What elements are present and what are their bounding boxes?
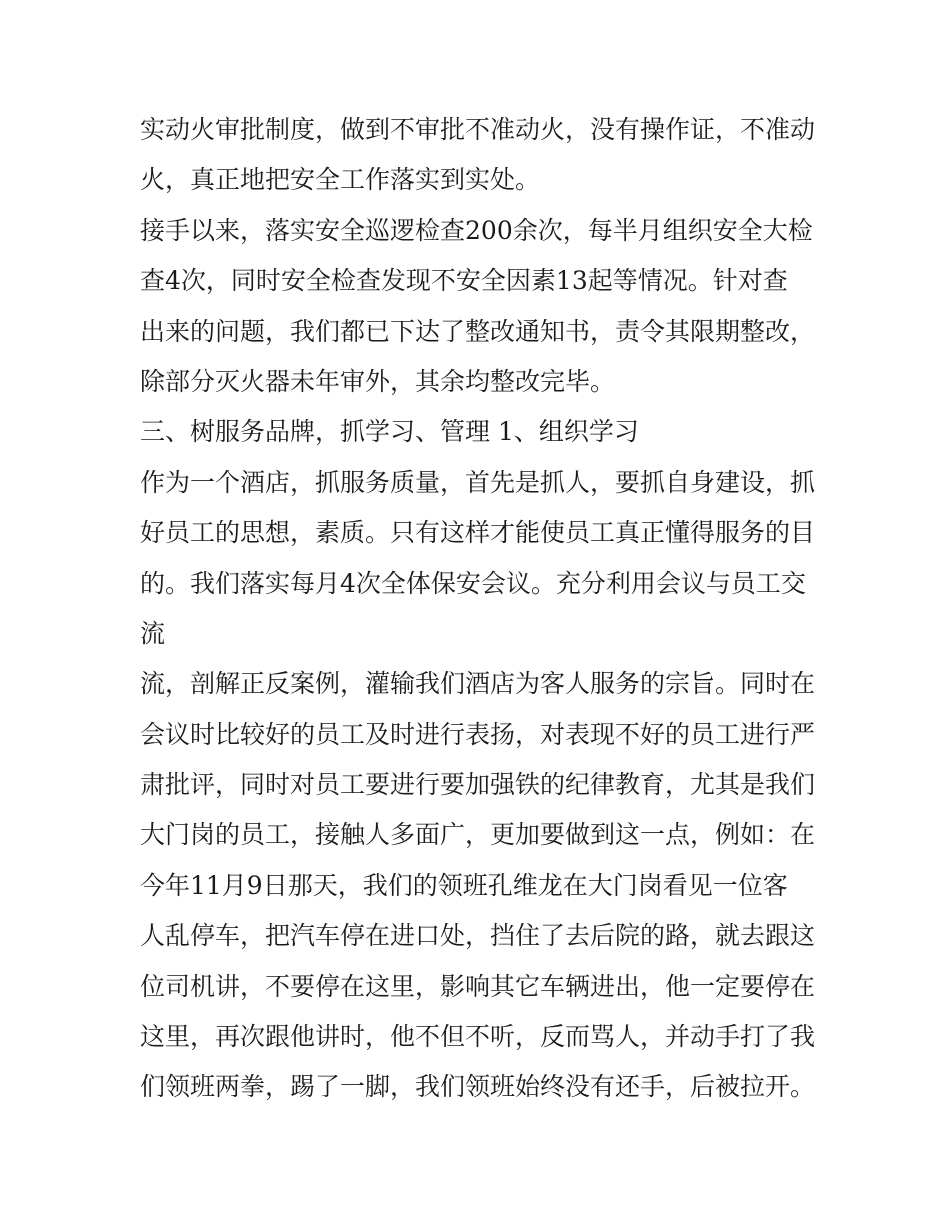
text-line: 人乱停车，把汽车停在进口处，挡住了去后院的路，就去跟这 [140, 921, 816, 951]
text-line: 出来的问题，我们都已下达了整改通知书，责令其限期整改， [140, 316, 816, 346]
text-line: 流 [140, 618, 166, 648]
text-line: 肃批评，同时对员工要进行要加强铁的纪律教育，尤其是我们 [140, 770, 816, 800]
text-line: 作为一个酒店，抓服务质量，首先是抓人，要抓自身建设，抓 [140, 467, 816, 497]
text-line: 接手以来，落实安全巡逻检查200余次，每半月组织安全大检 [140, 215, 813, 245]
text-line: 查4次，同时安全检查发现不安全因素13起等情况。针对查 [140, 266, 788, 296]
text-line: 流，剖解正反案例，灌输我们酒店为客人服务的宗旨。同时在 [140, 669, 816, 699]
document-body [140, 105, 830, 1113]
text-line: 位司机讲，不要停在这里，影响其它车辆进出，他一定要停在 [140, 971, 816, 1001]
text-line: 火，真正地把安全工作落实到实处。 [140, 165, 541, 195]
text-line: 们领班两拳，踢了一脚，我们领班始终没有还手，后被拉开。 [140, 1072, 816, 1102]
text-line: 除部分灭火器未年审外，其余均整改完毕。 [140, 366, 616, 396]
text-line: 好员工的思想，素质。只有这样才能使员工真正懂得服务的目 [140, 518, 816, 548]
text-line: 这里，再次跟他讲时，他不但不听，反而骂人，并动手打了我 [140, 1022, 816, 1052]
text-line: 实动火审批制度，做到不审批不准动火，没有操作证，不准动 [140, 115, 816, 144]
text-line: 的。我们落实每月4次全体保安会议。充分利用会议与员工交 [140, 568, 806, 598]
text-line: 会议时比较好的员工及时进行表扬，对表现不好的员工进行严 [140, 719, 816, 749]
text-line: 大门岗的员工，接触人多面广，更加要做到这一点，例如：在 [140, 820, 816, 850]
section-heading: 三、树服务品牌，抓学习、管理 1、组织学习 [140, 417, 639, 447]
text-line: 今年11月9日那天，我们的领班孔维龙在大门岗看见一位客 [140, 870, 788, 900]
